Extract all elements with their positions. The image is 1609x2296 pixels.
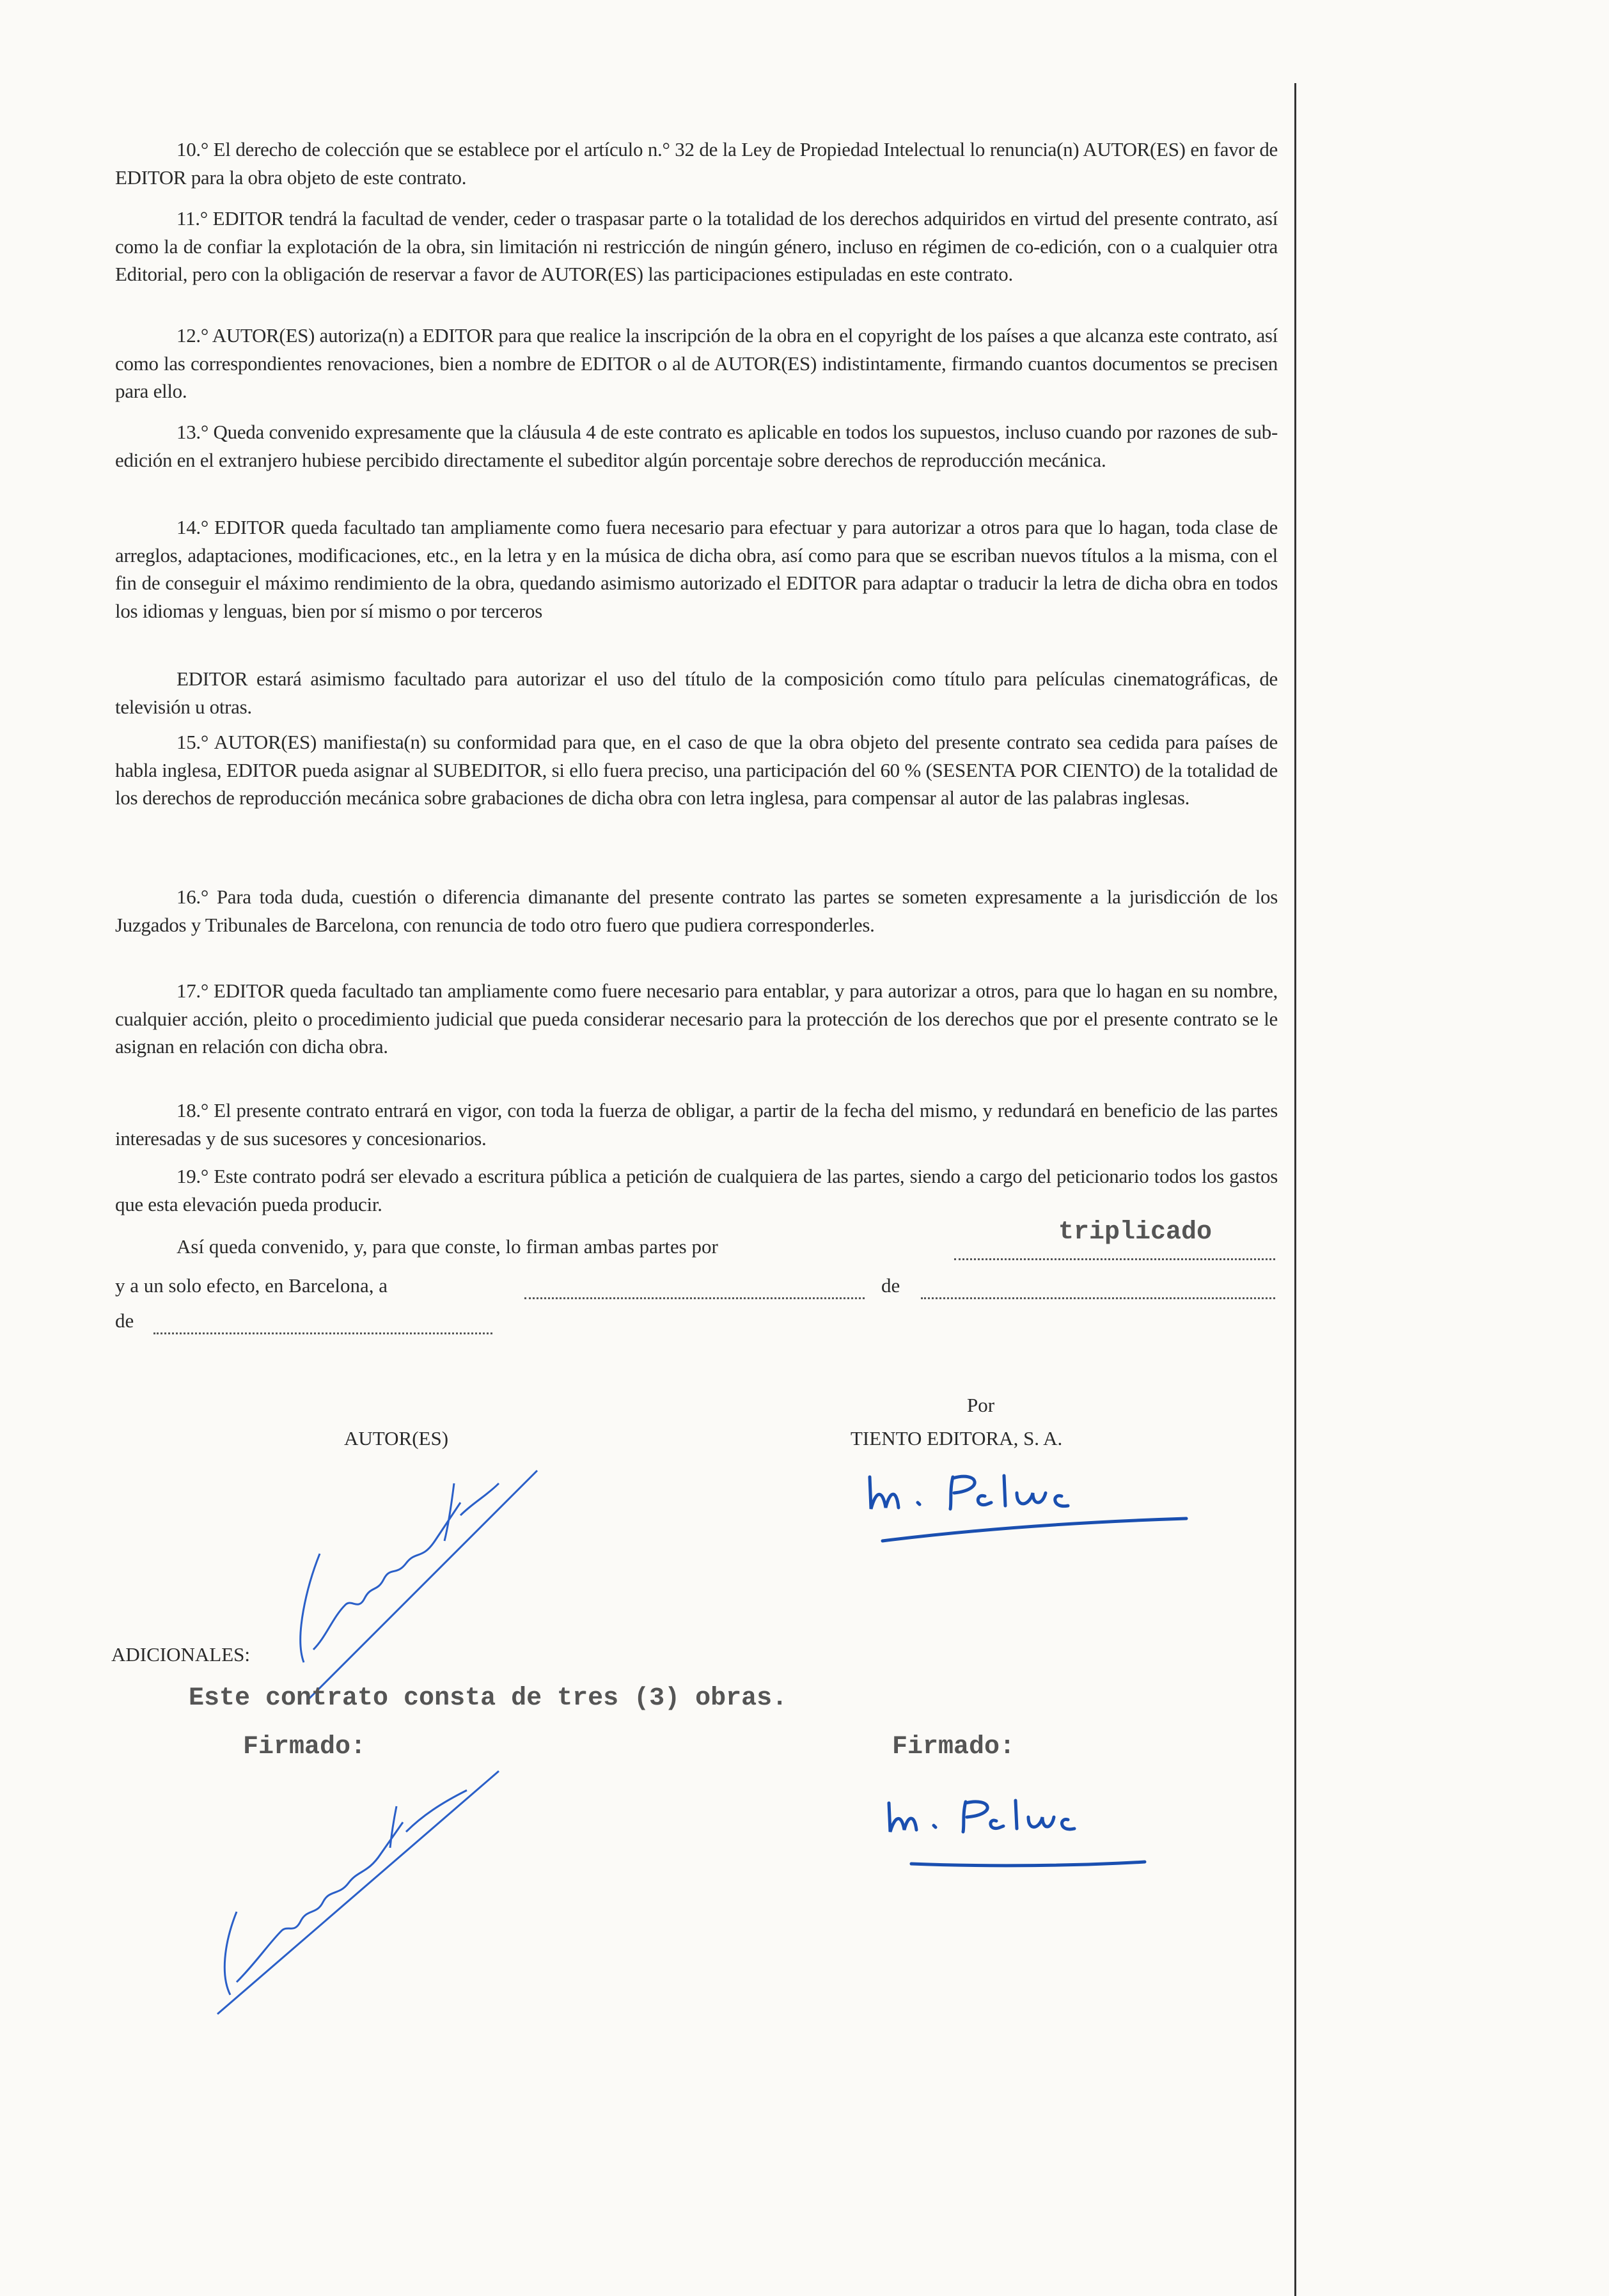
editor-label: TIENTO EDITORA, S. A.	[851, 1427, 1063, 1449]
clause-14-addendum	[115, 665, 1278, 721]
clause-number: 15.°	[177, 731, 208, 753]
clause-text: AUTOR(ES) autoriza(n) a EDITOR para que realice la inscripción de la obra en el copyright de los países a que alcanza este contrato, así como las correspondientes renovaciones, bien a nombre de EDITOR o al de AUTOR(ES) indistintamente, firmando cuantos documentos se precisen para ello.	[115, 324, 1278, 402]
de-label: de	[881, 1274, 900, 1297]
clause-text: EDITOR estará asimismo facultado para autorizar el uso del título de la composición como título para películas cinematográficas, de televisión u otras.	[115, 668, 1278, 718]
clause-text: AUTOR(ES) manifiesta(n) su conformidad para que, en el caso de que la obra objeto del presente contrato sea cedida para países de habla inglesa, EDITOR pueda asignar al SUBEDITOR, si ello fuera preciso, una participación del 60 % (SESENTA POR CIENTO) de la totalidad de los derechos de reproducción mecánica sobre grabaciones de dicha obra con letra inglesa, para compensar al autor de las palabras inglesas.	[115, 731, 1278, 809]
clause-15	[115, 728, 1278, 812]
clause-number: 14.°	[177, 516, 208, 538]
de-label: de	[115, 1309, 134, 1332]
clause-text: El derecho de colección que se establece por el artículo n.° 32 de la Ley de Propiedad Intelectual lo renuncia(n) AUTOR(ES) en favor de EDITOR para la obra objeto de este contrato.	[115, 138, 1278, 189]
additional-note: Este contrato consta de tres (3) obras.	[189, 1684, 788, 1713]
clause-17	[115, 977, 1278, 1061]
signed-right-label: Firmado:	[892, 1733, 1016, 1761]
clause-number: 13.°	[177, 421, 208, 443]
clause-text: EDITOR queda facultado tan ampliamente como fuera necesario para efectuar y para autorizar a otros para que lo hagan, toda clase de arreglos, adaptaciones, modificaciones, etc., en la letra y en la música de dicha obra, así como para que se escriban nuevos títulos a la misma, con el fin de conseguir el máximo rendimiento de la obra, quedando asimismo autorizado el EDITOR para adaptar o traducir la letra de dicha obra en todos los idiomas y lenguas, bien por sí mismo o por terceros	[115, 516, 1278, 622]
clause-number: 10.°	[177, 138, 208, 160]
clause-18	[115, 1097, 1278, 1152]
clause-number: 16.°	[177, 886, 208, 908]
signed-left-label: Firmado:	[243, 1733, 366, 1761]
closing-line-1: Así queda convenido, y, para que conste, lo firman ambas partes por	[177, 1235, 718, 1258]
clause-16	[115, 883, 1278, 939]
editor-signature-additional	[876, 1790, 1158, 1880]
clause-text: El presente contrato entrará en vigor, con toda la fuerza de obligar, a partir de la fecha del mismo, y redundará en beneficio de las partes interesadas y de sus sucesores y concesionarios.	[115, 1099, 1278, 1150]
clause-19	[115, 1162, 1278, 1218]
year-field	[153, 1317, 492, 1334]
clause-number: 12.°	[177, 324, 208, 347]
copies-value: triplicado	[1058, 1218, 1213, 1247]
day-field	[524, 1282, 865, 1299]
clause-text: Este contrato podrá ser elevado a escritura pública a petición de cualquiera de las partes, siendo a cargo del peticionario todos los gastos que esta elevación pueda producir.	[115, 1165, 1278, 1215]
month-field	[921, 1282, 1275, 1299]
por-label: Por	[967, 1394, 995, 1416]
clause-text: EDITOR queda facultado tan ampliamente como fuere necesario para entablar, y para autorizar a otros, para que lo hagan en su nombre, cualquier acción, pleito o procedimiento judicial que pueda considerar necesario para la protección de los derechos que por el presente contrato se le asignan en relación con dicha obra.	[115, 980, 1278, 1058]
clause-11	[115, 205, 1278, 288]
author-signature	[269, 1445, 550, 1714]
clause-number: 18.°	[177, 1099, 208, 1121]
author-signature-additional	[211, 1752, 505, 2020]
margin-rule	[1294, 83, 1296, 2296]
clause-14	[115, 513, 1278, 625]
clause-10	[115, 136, 1278, 191]
clause-number: 17.°	[177, 980, 208, 1002]
clause-12	[115, 322, 1278, 405]
clause-text: EDITOR tendrá la facultad de vender, ceder o traspasar parte o la totalidad de los derechos adquiridos en virtud del presente contrato, así como la de confiar la explotación de la obra, sin limitación ni restricción de ningún género, incluso en régimen de co-edición, con o a cualquier otra Editorial, pero con la obligación de reservar a favor de AUTOR(ES) las participaciones estipuladas en este contrato.	[115, 207, 1278, 285]
clause-number: 19.°	[177, 1165, 208, 1187]
clause-number: 11.°	[177, 207, 208, 230]
editor-signature	[857, 1464, 1189, 1554]
clause-13	[115, 418, 1278, 474]
closing-line-2: y a un solo efecto, en Barcelona, a	[115, 1274, 388, 1297]
clause-text: Queda convenido expresamente que la cláusula 4 de este contrato es aplicable en todos los supuestos, incluso cuando por razones de sub-edición en el extranjero hubiese percibido directamente el subeditor algún porcentaje sobre derechos de reproducción mecánica.	[115, 421, 1278, 471]
author-label: AUTOR(ES)	[344, 1427, 449, 1449]
additional-heading: ADICIONALES:	[111, 1643, 250, 1666]
clause-text: Para toda duda, cuestión o diferencia dimanante del presente contrato las partes se someten expresamente a la jurisdicción de los Juzgados y Tribunales de Barcelona, con renuncia de todo otro fuero que pudiera corresponderles.	[115, 886, 1278, 936]
